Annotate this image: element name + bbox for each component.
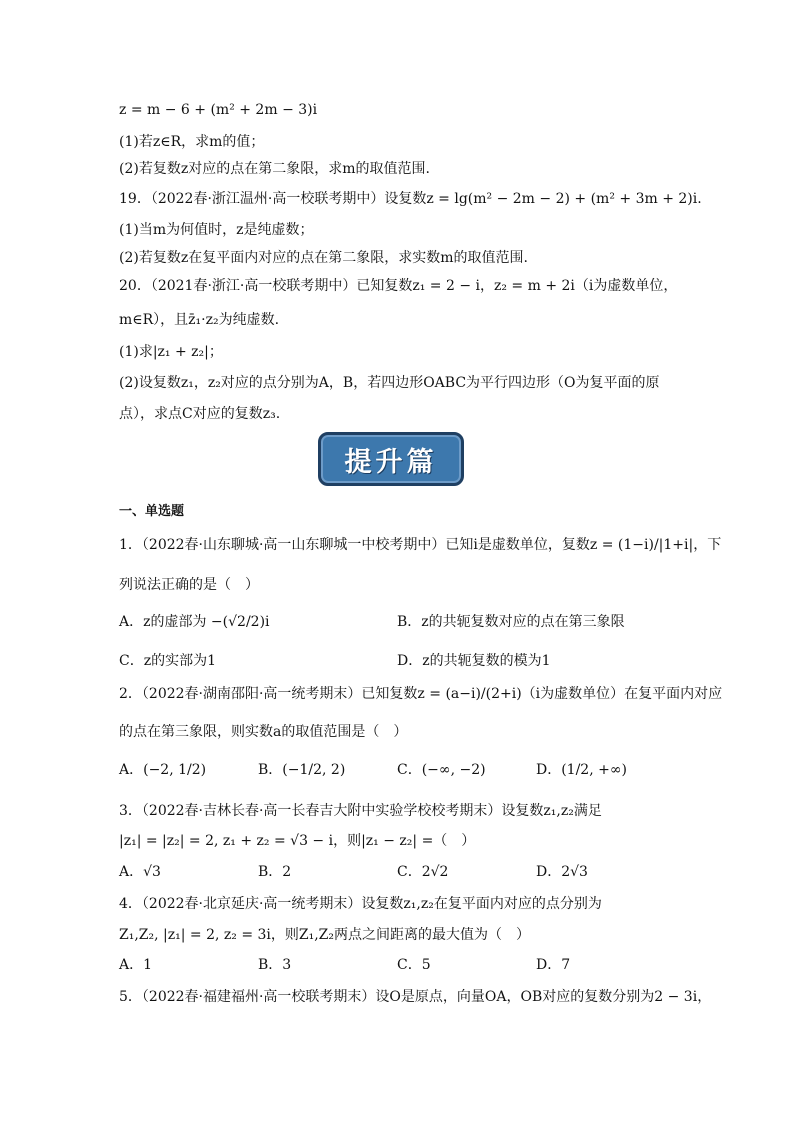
p4-option-d: D．7 — [536, 957, 571, 973]
q18-part1: (1)若z∈R，求m的值； — [119, 134, 265, 150]
q19-part1: (1)当m为何值时，z是纯虚数； — [119, 222, 314, 238]
p1-option-b: B．z的共轭复数对应的点在第三象限 — [397, 614, 625, 630]
p1-option-a: A．z的虚部为 −(√2/2)i — [119, 614, 270, 630]
p2-stem-line1: 2．（2022春·湖南邵阳·高一统考期末）已知复数z = (a−i)/(2+i)（i为虚数单位）在复平面内对应 — [119, 686, 723, 702]
p4-option-b: B．3 — [258, 957, 292, 973]
q20-stem-line2: m∈R），且z̄₁·z₂为纯虚数. — [119, 312, 280, 328]
section-title: 一、单选题 — [119, 504, 185, 519]
p4-stem-line2: Z₁,Z₂, |z₁| = 2, z₂ = 3i，则Z₁,Z₂两点之间距离的最大值为（ ） — [119, 927, 531, 943]
p4-stem-line1: 4．（2022春·北京延庆·高一统考期末）设复数z₁,z₂在复平面内对应的点分别为 — [119, 896, 602, 912]
q20-stem-line1: 20．（2021春·浙江·高一校联考期中）已知复数z₁ = 2 − i，z₂ = m + 2i（i为虚数单位， — [119, 278, 678, 294]
p2-option-d: D．(1/2, +∞) — [536, 762, 627, 778]
p3-option-b: B．2 — [258, 864, 292, 880]
q18-part2: (2)若复数z对应的点在第二象限，求m的取值范围. — [119, 161, 430, 177]
p2-option-a: A．(−2, 1/2) — [119, 762, 207, 778]
p4-option-c: C．5 — [397, 957, 431, 973]
q18-formula: z = m − 6 + (m² + 2m − 3)i — [119, 102, 318, 118]
p4-option-a: A．1 — [119, 957, 153, 973]
p1-option-c: C．z的实部为1 — [119, 653, 216, 669]
p2-option-b: B．(−1/2, 2) — [258, 762, 346, 778]
p3-stem-line2: |z₁| = |z₂| = 2, z₁ + z₂ = √3 − i，则|z₁ − z₂| =（ ） — [119, 833, 476, 849]
p2-stem-line2: 的点在第三象限，则实数a的取值范围是（ ） — [119, 724, 408, 740]
q19-part2: (2)若复数z在复平面内对应的点在第二象限，求实数m的取值范围. — [119, 250, 528, 266]
p1-stem-line2: 列说法正确的是（ ） — [119, 577, 259, 593]
p5-stem-line1: 5．（2022春·福建福州·高一校联考期末）设O是原点，向量OA，OB对应的复数分别为2 − 3i， — [119, 989, 712, 1005]
p1-option-d: D．z的共轭复数的模为1 — [397, 653, 551, 669]
badge-text: 提升篇 — [344, 446, 438, 478]
p3-stem-line1: 3．（2022春·吉林长春·高一长春吉大附中实验学校校考期末）设复数z₁,z₂满足 — [119, 803, 602, 819]
p1-stem-line1: 1．（2022春·山东聊城·高一山东聊城一中校考期中）已知i是虚数单位，复数z = (1−i)/|1+i|，下 — [119, 537, 722, 553]
p2-option-c: C．(−∞, −2) — [397, 762, 486, 778]
q19-stem: 19．（2022春·浙江温州·高一校联考期中）设复数z = lg(m² − 2m − 2) + (m² + 3m + 2)i. — [119, 191, 702, 207]
p3-option-c: C．2√2 — [397, 864, 449, 880]
q20-part2-line1: (2)设复数z₁，z₂对应的点分别为A，B，若四边形OABC为平行四边形（O为复平面的原 — [119, 375, 660, 391]
q20-part2-line2: 点），求点C对应的复数z₃. — [119, 406, 281, 422]
p3-option-a: A．√3 — [119, 864, 161, 880]
p3-option-d: D．2√3 — [536, 864, 588, 880]
q20-part1: (1)求|z₁ + z₂|； — [119, 344, 223, 360]
section-badge — [318, 432, 464, 486]
